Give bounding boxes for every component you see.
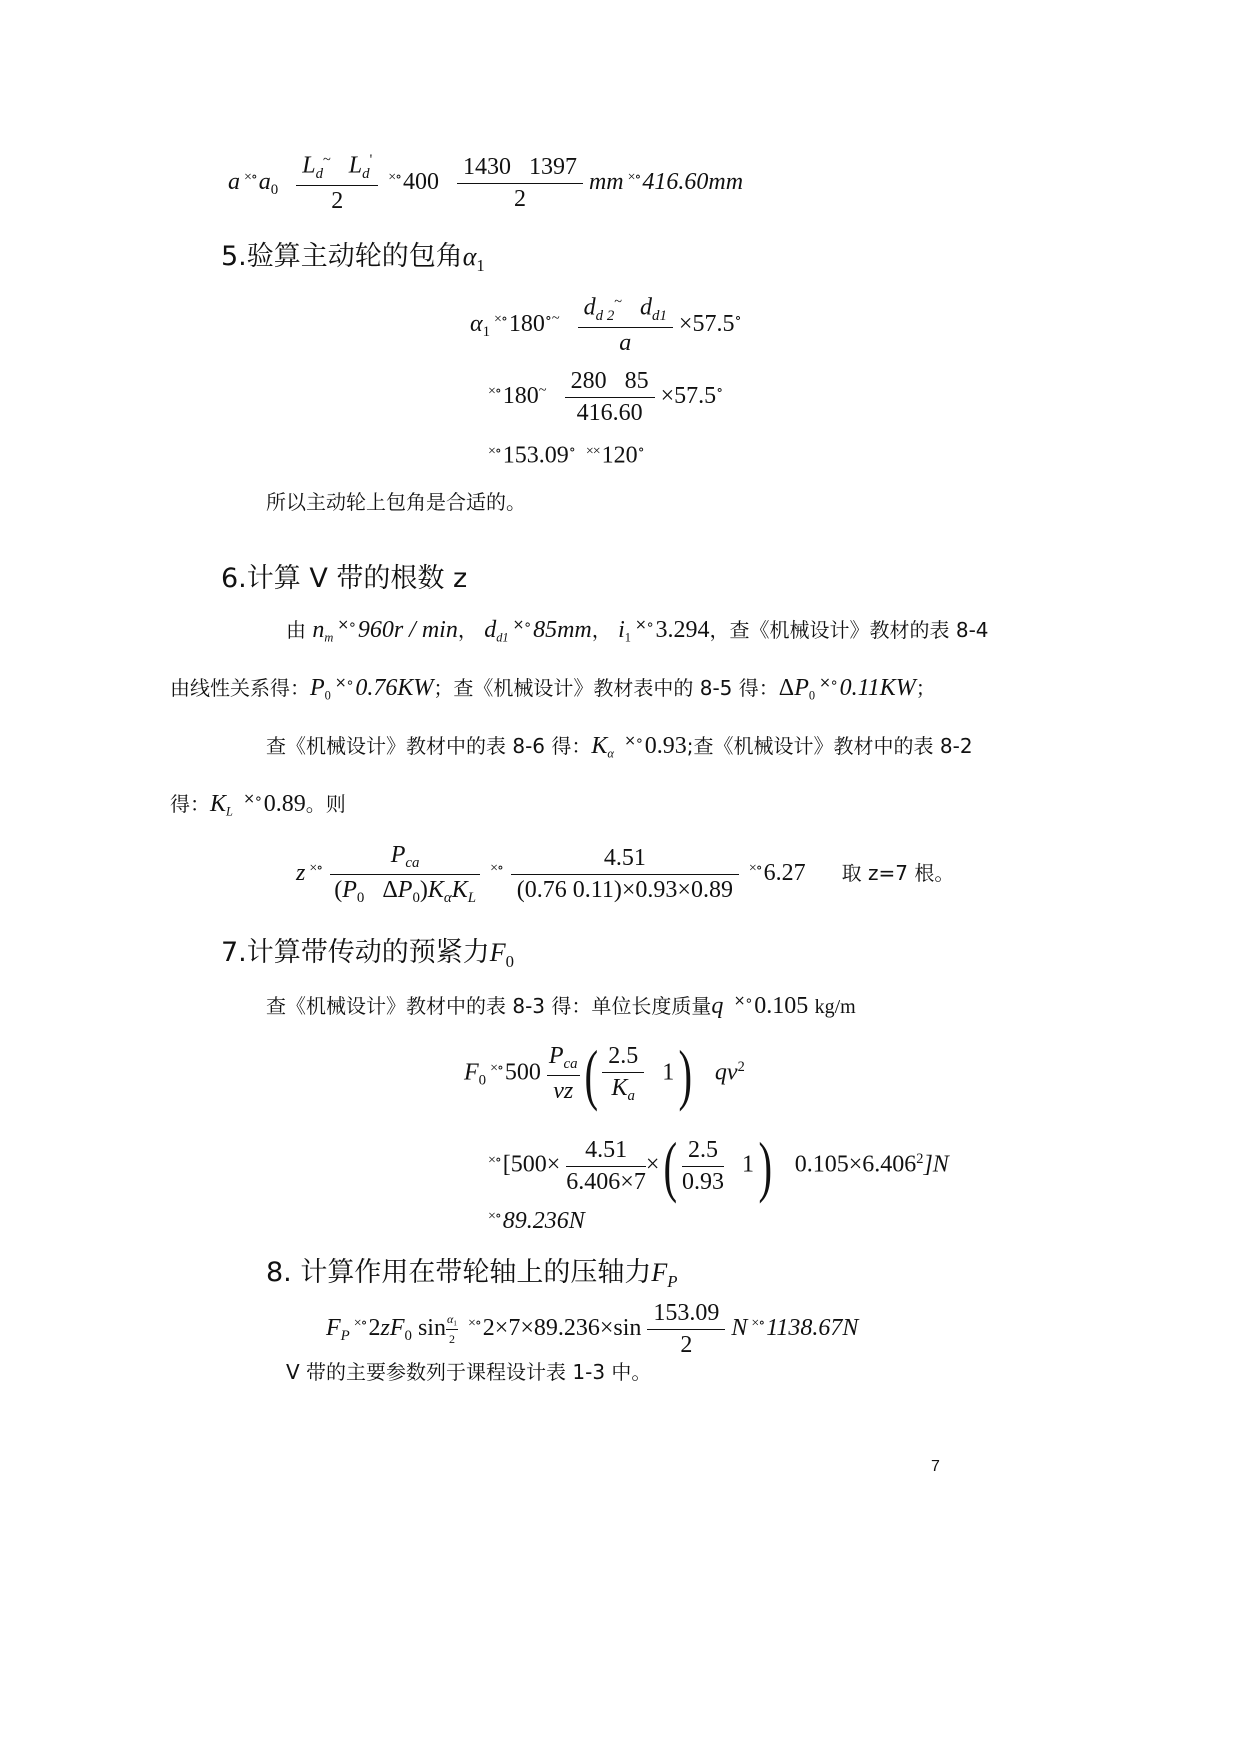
heading-8: 8. 计算作用在带轮轴上的压轴力$F_P$ bbox=[266, 1257, 678, 1291]
paragraph-6-line4: 得：$K_L$ ×∘0.89。则 bbox=[170, 791, 346, 819]
heading-6: 6.计算 V 带的根数 z bbox=[221, 563, 468, 594]
equation-center-distance: a $^{\times\circ}a_0$ $\frac{L_d^\sim L_d'}{2}$ ×∘400 $\frac{1430 1397}{2}$ mm ×∘416.60mm bbox=[228, 152, 744, 214]
equation-alpha-line3: ×∘153.09∘ ××120∘ bbox=[488, 442, 645, 469]
fraction-dd: $\frac{d_{d 2}^\sim d_{d1}}{a}$ bbox=[578, 294, 673, 357]
fraction-pca: $\frac{P_{ca}}{(P_0 \Delta P_0)K_\alpha K_L}$ bbox=[330, 842, 480, 907]
fraction-ld: $\frac{L_d^\sim L_d'}{2}$ bbox=[296, 152, 378, 215]
heading-7: 7.计算带传动的预紧力$F_0$ bbox=[221, 937, 515, 971]
equation-Fp: $F_P^{\times\circ}2zF_0$ sin $\frac{\alpha_1}{2}$ ×∘2×7×89.236×sin $\frac{153.09}{2}$ N ×∘1138.67N bbox=[326, 1300, 859, 1358]
paragraph-angle-ok: 所以主动轮上包角是合适的。 bbox=[266, 490, 526, 514]
fraction-280-85: $\frac{280 85}{416.60}$ bbox=[565, 368, 655, 427]
equation-alpha-line2: ×∘180~ $\frac{280 85}{416.60}$ ×57.5∘ bbox=[488, 368, 724, 426]
equation-alpha-line1: $\alpha_1^{\times\circ}180^{\circ\sim}$ $\frac{d_{d 2}^\sim d_{d1}}{a}$ ×57.5∘ bbox=[470, 294, 742, 356]
fraction-451-6406: $\frac{4.51}{6.406\times 7}$ bbox=[566, 1136, 646, 1195]
fraction-1430-1397: $\frac{1430 1397}{2}$ bbox=[457, 154, 583, 213]
equation-F0-line3: ×∘89.236N bbox=[488, 1208, 585, 1234]
fraction-15309: $\frac{153.09}{2}$ bbox=[647, 1300, 725, 1359]
paragraph-6-line3: 查《机械设计》教材中的表 8-6 得：$K_\alpha$ ×∘0.93;查《机械设计》教材中的表 8-2 bbox=[266, 733, 973, 761]
fraction-25-093: $\frac{2.5}{0.93}$ bbox=[682, 1136, 725, 1195]
fraction-25-ka: $\frac{2.5}{K_a}$ bbox=[602, 1043, 644, 1105]
equation-belt-count: z ×∘ $\frac{P_{ca}}{(P_0 \Delta P_0)K_\alpha K_L}$ ×∘ $\frac{4.51}{(0.76 0.11)\times 0.93\times 0.89}$ ×∘6.27 取 z=7 根。 bbox=[296, 842, 955, 907]
equation-F0-line2: ×∘[500× $\frac{4.51}{6.406\times 7}$ ×( $\frac{2.5}{0.93}$ 1) $0.105\times 6.406^2]N$ bbox=[488, 1128, 949, 1204]
fraction-451: $\frac{4.51}{(0.76 0.11)\times 0.93\times 0.89}$ bbox=[511, 845, 739, 904]
heading-5: 5.验算主动轮的包角$\alpha_1$ bbox=[221, 241, 485, 275]
paragraph-6-line2: 由线性关系得：$P_0^{\times\circ}0.76KW$；查《机械设计》教材表中的 8-5 得：$\Delta P_0^{\times\circ}0.11KW$； bbox=[170, 675, 936, 703]
paragraph-6-line1: 由 $n_m^{\times\circ}960r$ / min， $d_{d1}^{\times\circ}85mm$， $i_1^{\times\circ}3.294$，查《机械设计》教材的表 8-4 bbox=[286, 617, 989, 645]
fraction-alpha-half: $\frac{\alpha_1}{2}$ bbox=[446, 1312, 458, 1346]
paragraph-final: V 带的主要参数列于课程设计表 1-3 中。 bbox=[286, 1360, 652, 1384]
page-number: 7 bbox=[931, 1458, 940, 1475]
fraction-pca-vz: $\frac{P_{ca}}{vz}$ bbox=[548, 1042, 578, 1105]
paragraph-7: 查《机械设计》教材中的表 8-3 得：单位长度质量q ×∘0.105 kg/m bbox=[266, 993, 856, 1019]
equation-F0-line1: $F_0^{\times\circ}500$ $\frac{P_{ca}}{vz}$ ( $\frac{2.5}{K_a}$ 1) $qv^2$ bbox=[464, 1036, 745, 1112]
